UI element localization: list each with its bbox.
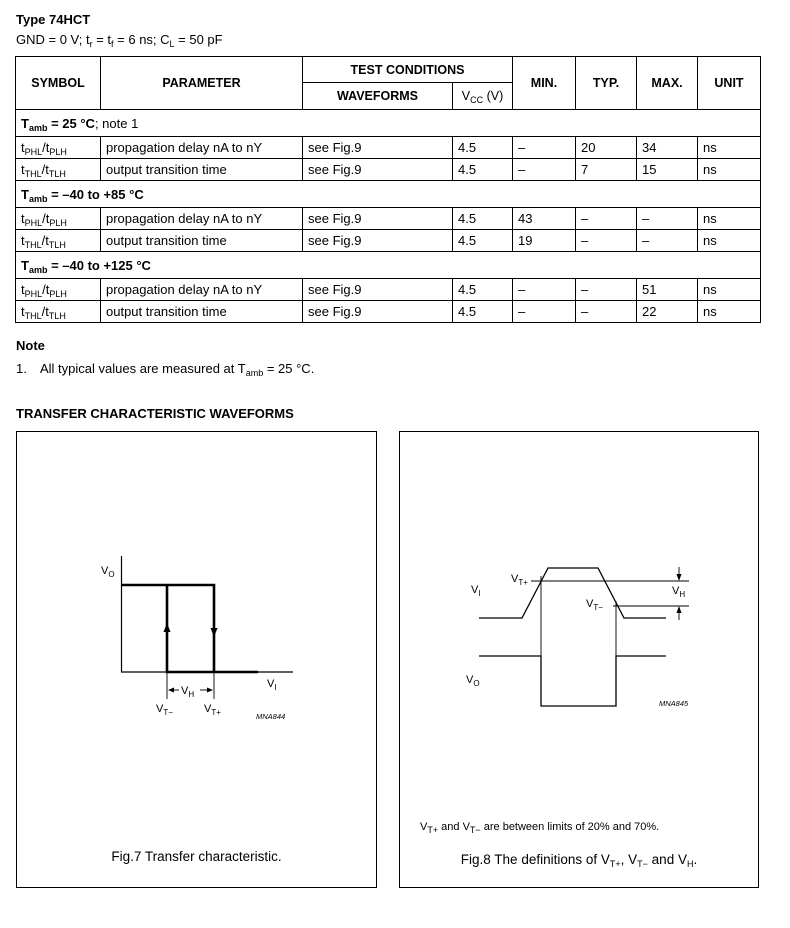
cell-max: 22 [637, 301, 698, 323]
cell-waveforms: see Fig.9 [303, 279, 453, 301]
cell-parameter: output transition time [101, 301, 303, 323]
table-row [16, 279, 761, 301]
cell-waveforms: see Fig.9 [303, 301, 453, 323]
table-row [16, 137, 761, 159]
cell-min: – [513, 279, 576, 301]
col-header-symbol: SYMBOL [16, 57, 101, 110]
vcc-text: V [461, 89, 471, 103]
cell-min: – [513, 159, 576, 181]
note-text: = 25 °C. [263, 361, 315, 376]
figure-8-caption: Fig.8 The definitions of $V_{T+}$, $V_{T-}$ and $V_H$. [460, 852, 698, 869]
section-title: TRANSFER CHARACTERISTIC WAVEFORMS [16, 406, 294, 421]
vt-plus-label: $V_{T+}$ [511, 573, 528, 587]
cell-waveforms: see Fig.9 [303, 230, 453, 252]
figure-8-threshold-definitions [399, 431, 759, 888]
cell-parameter: propagation delay nA to nY [101, 137, 303, 159]
cell-unit: ns [698, 208, 761, 230]
group-header-125c [16, 252, 761, 279]
cell-typ: – [576, 279, 637, 301]
vo-label: $V_O$ [466, 674, 480, 688]
cell-typ: – [576, 301, 637, 323]
cell-unit: ns [698, 279, 761, 301]
device-type-title: Type 74HCT [16, 12, 91, 27]
vt-plus-label: $V_{T+}$ [204, 703, 221, 717]
col-header-min: MIN. [513, 57, 576, 110]
cell-min: 43 [513, 208, 576, 230]
cell-typ: 20 [576, 137, 637, 159]
note-text: All typical values are measured at T [40, 361, 246, 376]
cell-min: – [513, 137, 576, 159]
table-row [16, 230, 761, 252]
cell-max: 15 [637, 159, 698, 181]
hysteresis-diagram [17, 432, 376, 887]
group-note: ; note 1 [94, 115, 139, 131]
cell-parameter: output transition time [101, 230, 303, 252]
cell-waveforms: see Fig.9 [303, 208, 453, 230]
cell-symbol: $t_{THL}/t_{TLH}$ [16, 301, 101, 323]
cell-typ: – [576, 208, 637, 230]
cell-vcc: 4.5 [453, 208, 513, 230]
vi-label: $V_I$ [471, 584, 481, 598]
group-header-85c [16, 181, 761, 208]
table-row [16, 301, 761, 323]
group-label: = 25 °C [47, 115, 95, 131]
table-row [16, 208, 761, 230]
group-sub: amb [28, 264, 48, 275]
col-header-waveforms: WAVEFORMS [303, 83, 453, 110]
vt-minus-label: $V_{T-}$ [156, 703, 173, 717]
col-header-max: MAX. [637, 57, 698, 110]
cell-typ: – [576, 230, 637, 252]
cell-unit: ns [698, 159, 761, 181]
group-sub: amb [28, 193, 48, 204]
vcc-sub: CC [470, 95, 484, 105]
cell-vcc: 4.5 [453, 159, 513, 181]
note-item-1 [16, 361, 314, 376]
cell-parameter: propagation delay nA to nY [101, 208, 303, 230]
cell-vcc: 4.5 [453, 279, 513, 301]
cell-vcc: 4.5 [453, 230, 513, 252]
group-header-25c [16, 110, 761, 137]
col-header-unit: UNIT [698, 57, 761, 110]
group-label: T [21, 186, 29, 202]
note-sub: amb [245, 368, 264, 378]
cell-min: – [513, 301, 576, 323]
note-heading: Note [16, 338, 45, 353]
cell-symbol: $t_{PHL}/t_{PLH}$ [16, 279, 101, 301]
vt-minus-label: $V_{T-}$ [586, 598, 603, 612]
cell-vcc: 4.5 [453, 301, 513, 323]
col-header-parameter: PARAMETER [101, 57, 303, 110]
figure-code: MNA845 [659, 699, 689, 708]
cell-symbol: $t_{THL}/t_{TLH}$ [16, 230, 101, 252]
note-number: 1. [16, 361, 27, 376]
figure-7-caption: Fig.7 Transfer characteristic. [111, 849, 282, 864]
cell-parameter: output transition time [101, 159, 303, 181]
cell-symbol: $t_{PHL}/t_{PLH}$ [16, 137, 101, 159]
cell-min: 19 [513, 230, 576, 252]
cell-unit: ns [698, 301, 761, 323]
cell-vcc: 4.5 [453, 137, 513, 159]
figure-code: MNA844 [256, 712, 286, 721]
cell-max: – [637, 230, 698, 252]
cell-symbol: $t_{PHL}/t_{PLH}$ [16, 208, 101, 230]
cond-text: = 50 pF [174, 32, 223, 47]
col-header-typ: TYP. [576, 57, 637, 110]
table-row [16, 159, 761, 181]
vo-label: $V_O$ [101, 565, 115, 579]
group-label: = –40 to +85 °C [47, 186, 144, 202]
cell-typ: 7 [576, 159, 637, 181]
cond-sub: r [89, 39, 93, 49]
col-header-vcc [453, 83, 513, 110]
group-label: T [21, 115, 29, 131]
cond-text: = t [92, 32, 112, 47]
cell-max: 51 [637, 279, 698, 301]
cond-sub: f [111, 39, 114, 49]
cell-unit: ns [698, 230, 761, 252]
waveform-diagram [400, 432, 758, 887]
cell-unit: ns [698, 137, 761, 159]
test-conditions-line [16, 32, 223, 47]
figure-7-transfer-characteristic [16, 431, 377, 888]
group-label: T [21, 257, 29, 273]
cell-symbol: $t_{THL}/t_{TLH}$ [16, 159, 101, 181]
figure-8-footnote: $V_{T+}$ and $V_{T-}$ are between limits of 20% and 70%. [420, 821, 660, 835]
cell-parameter: propagation delay nA to nY [101, 279, 303, 301]
vi-label: $V_I$ [267, 678, 277, 692]
col-header-test-conditions: TEST CONDITIONS [303, 57, 513, 83]
group-label: = –40 to +125 °C [47, 257, 151, 273]
vh-label: $V_H$ [181, 685, 195, 699]
cond-sub: L [169, 39, 175, 49]
ac-characteristics-table [15, 56, 761, 323]
cond-text: = 6 ns; C [113, 32, 170, 47]
cell-waveforms: see Fig.9 [303, 159, 453, 181]
cell-max: 34 [637, 137, 698, 159]
vcc-unit: (V) [483, 89, 504, 103]
cell-waveforms: see Fig.9 [303, 137, 453, 159]
cond-text: GND = 0 V; t [16, 32, 90, 47]
group-sub: amb [28, 122, 48, 133]
cell-max: – [637, 208, 698, 230]
vh-label: $V_H$ [672, 585, 686, 599]
